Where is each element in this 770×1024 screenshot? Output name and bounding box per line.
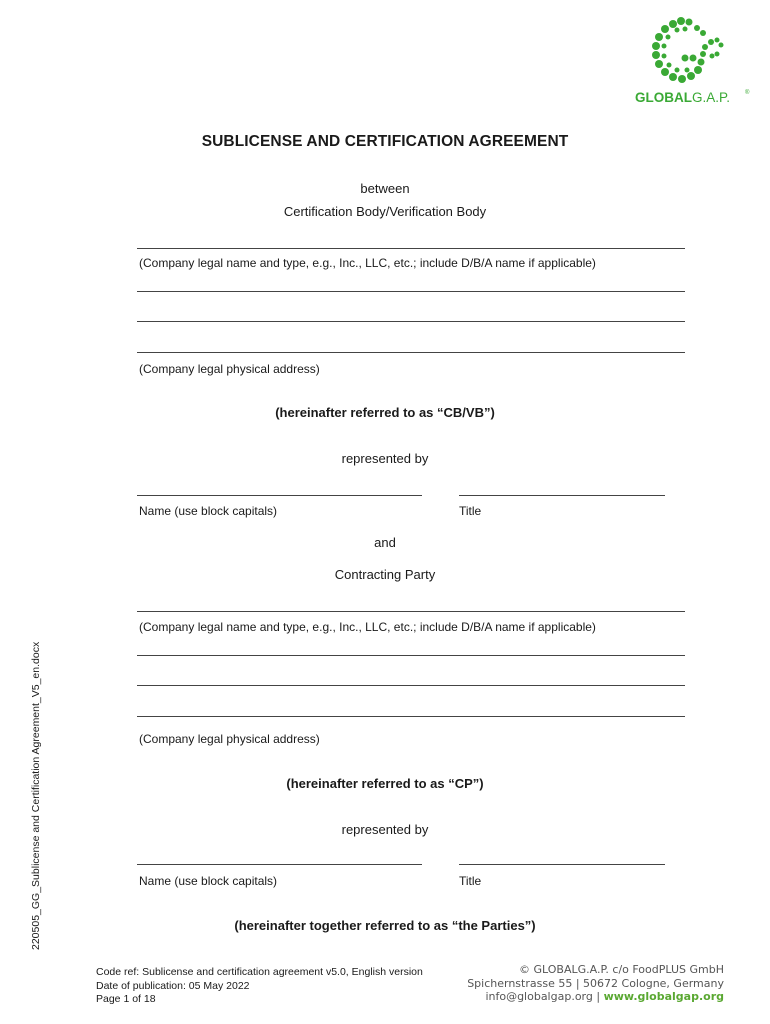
footer-separator: | [592, 990, 604, 1003]
footer-date: Date of publication: 05 May 2022 [96, 979, 250, 992]
cb-address-field-3[interactable] [137, 352, 685, 353]
document-title: SUBLICENSE AND CERTIFICATION AGREEMENT [201, 133, 569, 150]
cb-address-hint: (Company legal physical address) [139, 362, 320, 376]
parties-referred-text: (hereinafter together referred to as “the Parties”) [234, 918, 536, 933]
footer-copyright: © GLOBALG.A.P. c/o FoodPLUS GmbH [519, 963, 724, 976]
cb-represented-by: represented by [341, 451, 429, 466]
cp-representative-name-field[interactable] [137, 864, 422, 865]
cb-address-field-2[interactable] [137, 321, 685, 322]
cb-company-name-field[interactable] [137, 248, 685, 249]
globalgap-logo [633, 12, 753, 112]
footer-email[interactable]: info@globalgap.org [485, 990, 593, 1003]
footer-address: Spichernstrasse 55 | 50672 Cologne, Germany [467, 976, 724, 990]
cb-title-label: Title [459, 504, 482, 518]
cb-heading: Certification Body/Verification Body [283, 204, 487, 219]
cp-name-label: Name (use block capitals) [139, 874, 278, 888]
cp-address-field-1[interactable] [137, 655, 685, 656]
cb-representative-name-field[interactable] [137, 495, 422, 496]
logo-brand-strong: GLOBAL [635, 90, 692, 105]
cb-name-label: Name (use block capitals) [139, 504, 278, 518]
between-text: between [360, 181, 410, 196]
registered-mark: ® [745, 90, 750, 96]
cp-title-label: Title [459, 874, 482, 888]
cb-address-field-1[interactable] [137, 291, 685, 292]
cb-representative-title-field[interactable] [459, 495, 665, 496]
footer-website[interactable]: www.globalgap.org [603, 990, 724, 1003]
cp-representative-title-field[interactable] [459, 864, 665, 865]
cp-heading: Contracting Party [334, 567, 436, 582]
cb-referred-text: (hereinafter referred to as “CB/VB”) [275, 405, 495, 420]
footer-right [430, 963, 724, 1004]
svg-text:GLOBALG.A.P. [635, 90, 730, 105]
side-filename: 220505_GG_Sublicense and Certification Agreement_V5_en.docx [30, 641, 42, 950]
cp-represented-by: represented by [341, 822, 429, 837]
cp-referred-text: (hereinafter referred to as “CP”) [286, 776, 484, 791]
footer-contact [430, 990, 724, 1004]
and-text: and [374, 535, 396, 550]
logo-brand-light: G.A.P. [692, 90, 731, 105]
globalgap-logo-mark [633, 12, 753, 112]
cp-address-hint: (Company legal physical address) [139, 732, 320, 746]
cb-company-name-hint: (Company legal name and type, e.g., Inc., LLC, etc.; include D/B/A name if applicable) [139, 256, 596, 270]
cp-address-field-3[interactable] [137, 716, 685, 717]
cp-address-field-2[interactable] [137, 685, 685, 686]
cp-company-name-hint: (Company legal name and type, e.g., Inc., LLC, etc.; include D/B/A name if applicable) [139, 620, 596, 634]
cp-company-name-field[interactable] [137, 611, 685, 612]
footer-left [96, 966, 423, 1007]
footer-page: Page 1 of 18 [96, 993, 156, 1005]
footer-code-ref: Code ref: Sublicense and certification agreement v5.0, English version [96, 966, 423, 978]
